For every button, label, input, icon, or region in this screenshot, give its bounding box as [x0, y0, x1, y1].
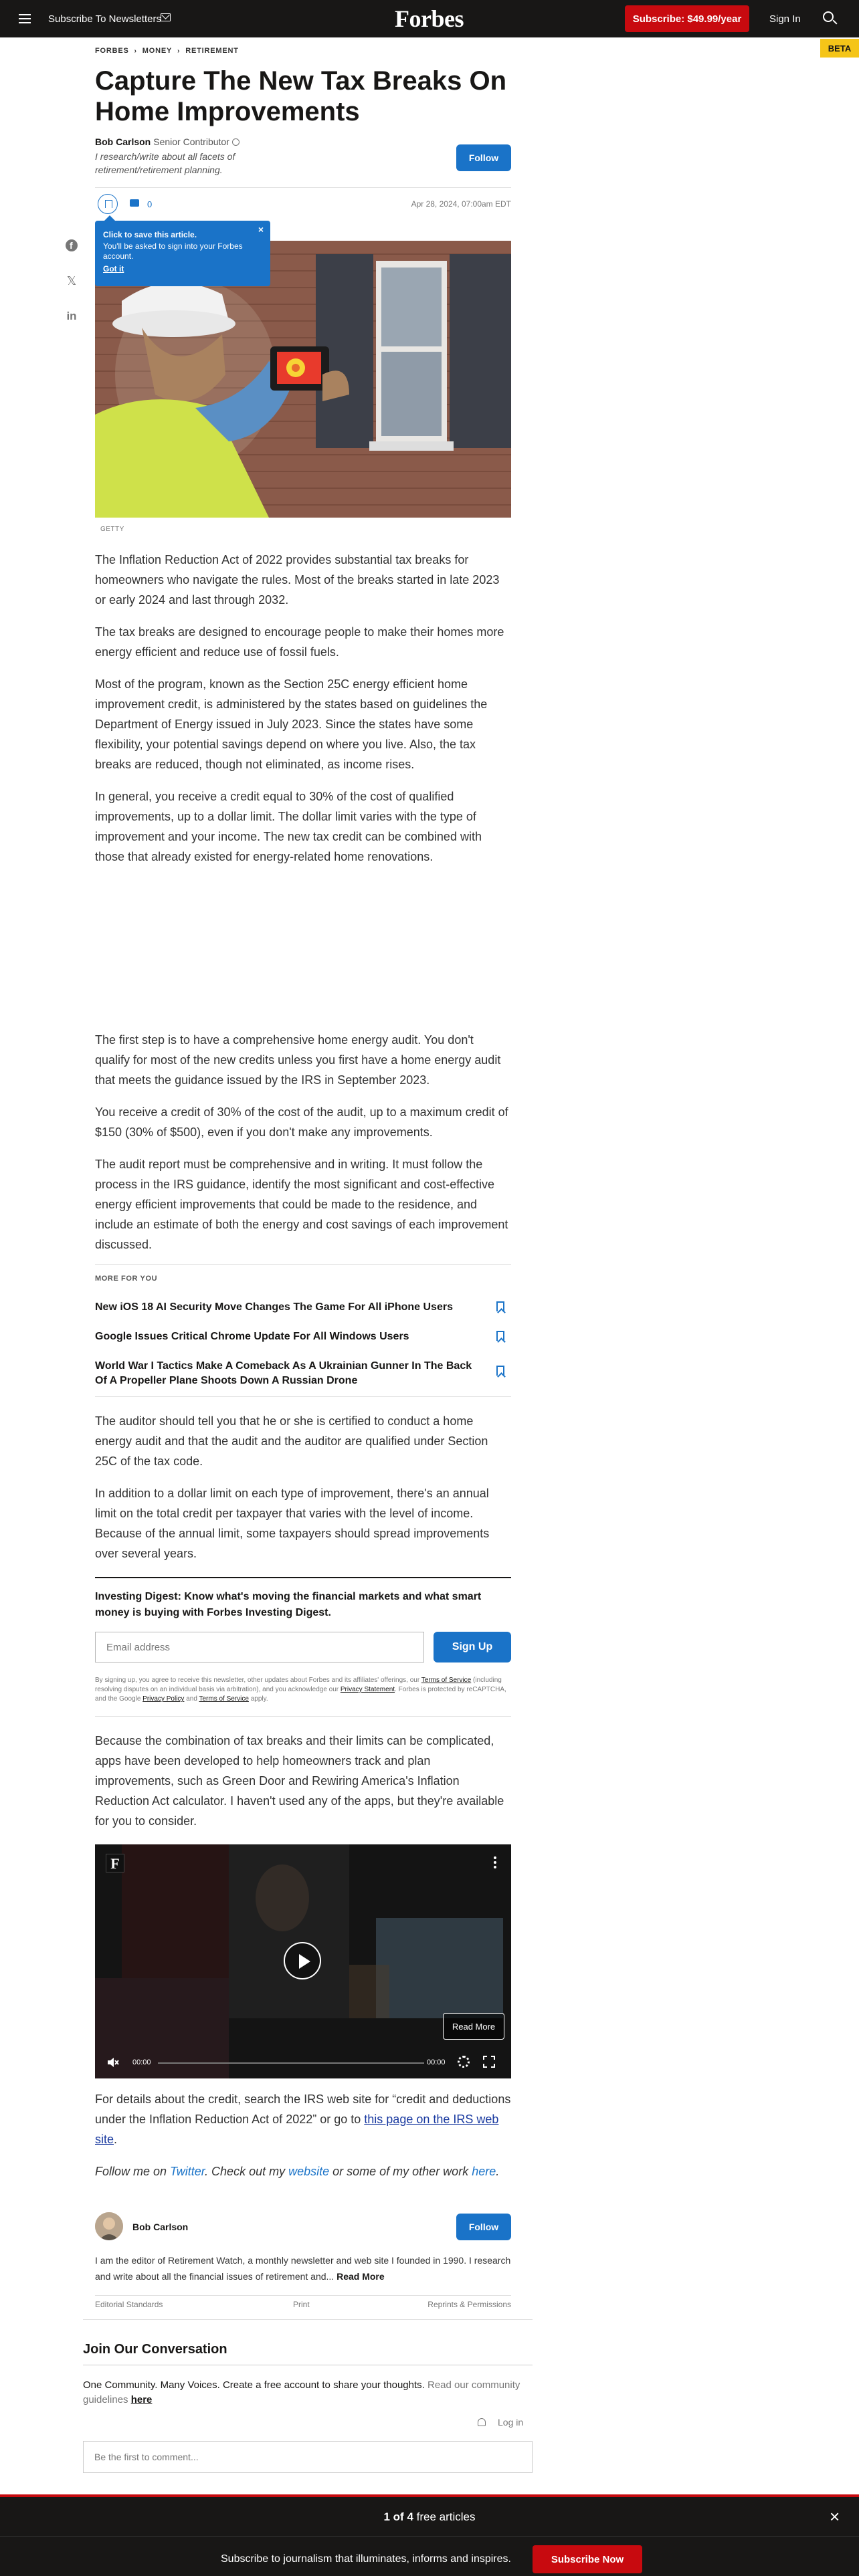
article-paragraph: You receive a credit of 30% of the cost of the audit, up to a maximum credit of $150 (30% of $500), even if you don't make any improvements.: [95, 1105, 508, 1139]
article-paragraph: The Inflation Reduction Act of 2022 provides substantial tax breaks for homeowners who navigate the rules. Most of the breaks started in late 2023 or early 2024 and last through 2032.: [95, 553, 500, 607]
conversation-intro: One Community. Many Voices. Create a free account to share your thoughts. Read our community guidelines here: [83, 2379, 520, 2405]
author-bio-row: [95, 2212, 511, 2242]
publish-timestamp: Apr 28, 2024, 07:00am EDT: [411, 199, 511, 209]
chevron-right-icon: ›: [134, 47, 137, 55]
email-input[interactable]: [95, 1632, 424, 1662]
print-link[interactable]: Print: [293, 2300, 310, 2309]
bookmark-icon[interactable]: [496, 1331, 504, 1341]
chevron-right-icon: ›: [177, 47, 181, 55]
top-navigation-bar: [0, 0, 859, 37]
bell-icon[interactable]: [478, 2418, 486, 2426]
article-paragraph: The tax breaks are designed to encourage people to make their homes more energy efficient and reduce use of fossil fuels.: [95, 625, 504, 659]
play-icon[interactable]: [284, 1942, 321, 1979]
author-bio-text: I am the editor of Retirement Watch, a monthly newsletter and web site I founded in 1990. I research and write about all the financial issues of retirement and... Read More: [95, 2255, 511, 2282]
paywall-banner: [0, 2494, 859, 2576]
website-link[interactable]: website: [288, 2165, 330, 2178]
mute-icon[interactable]: [107, 2057, 119, 2068]
video-controls: [95, 2046, 511, 2078]
paywall-message: Subscribe to journalism that illuminates, informs and inspires.: [221, 2553, 511, 2565]
tooltip-body: You'll be asked to sign into your Forbes account.: [103, 241, 243, 261]
article-action-row: [95, 194, 511, 215]
community-guidelines-link[interactable]: here: [130, 2394, 153, 2405]
hamburger-menu-icon[interactable]: [19, 11, 32, 27]
divider: [95, 187, 511, 188]
subscribe-now-button[interactable]: Subscribe Now: [533, 2545, 642, 2573]
article-paragraph: In addition to a dollar limit on each type of improvement, there's an annual limit on the total credit per taxpayer that varies with the level of income. Because of the annual limit, some taxpayers should spread improvements over several years.: [95, 1487, 490, 1560]
bio-follow-button[interactable]: Follow: [456, 2214, 511, 2240]
more-for-you-link[interactable]: World War I Tactics Make A Comeback As A Ukrainian Gunner In The Back Of A Propeller Plane Shoots Down A Russian Drone: [95, 1360, 472, 1386]
video-player[interactable]: [95, 1844, 511, 2078]
author-name[interactable]: Bob Carlson: [95, 136, 151, 147]
bookmark-icon[interactable]: [496, 1301, 504, 1311]
log-in-link[interactable]: Log in: [498, 2417, 524, 2428]
article-paragraph: For details about the credit, search the IRS web site for “credit and deductions under the Inflation Reduction Act of 2022” or go to this page on the IRS web site.: [95, 2092, 511, 2146]
author-role: Senior Contributor: [153, 136, 229, 147]
fullscreen-icon[interactable]: [483, 2056, 495, 2068]
divider: [95, 1716, 511, 1717]
search-icon[interactable]: [823, 11, 834, 22]
avatar[interactable]: [95, 2212, 123, 2240]
mail-icon[interactable]: [161, 13, 171, 21]
subscribe-button[interactable]: Subscribe: $49.99/year: [625, 5, 749, 32]
divider: [0, 2536, 859, 2537]
editorial-standards-link[interactable]: Editorial Standards: [95, 2300, 163, 2309]
more-for-you-label: MORE FOR YOU: [95, 1275, 158, 1283]
close-icon[interactable]: ×: [258, 224, 264, 235]
video-read-more-button[interactable]: Read More: [443, 2013, 504, 2040]
linkedin-share-icon[interactable]: in: [66, 310, 77, 322]
author-avatar-image: [95, 2212, 123, 2240]
author-block: [95, 136, 511, 177]
newsletter-fine-print: By signing up, you agree to receive this newsletter, other updates about Forbes and its affiliates' offerings, our Terms of Service (including resolving disputes on an individual basis via arbitration), and you acknowledge our Privacy Statement. Forbes is protected by reCAPTCHA, and the Google Privacy Policy and Terms of Service apply.: [95, 1677, 506, 1703]
subscribe-newsletters-link[interactable]: Subscribe To Newsletters: [48, 13, 161, 25]
breadcrumb-money[interactable]: MONEY: [142, 47, 173, 55]
article-paragraph: In general, you receive a credit equal to 30% of the cost of qualified improvements, up to a dollar limit. The dollar limit varies with the type of improvement and your income. The new tax credit can be combined with those that already existed for energy-related home renovations.: [95, 790, 482, 863]
article-footer-links: [95, 2295, 511, 2309]
article-title: Capture The New Tax Breaks On Home Improvements: [95, 66, 506, 126]
comment-icon[interactable]: [130, 199, 139, 207]
google-privacy-policy-link[interactable]: Privacy Policy: [142, 1695, 185, 1703]
follow-me-paragraph: Follow me on Twitter. Check out my website or some of my other work here.: [95, 2165, 500, 2178]
conversation-title: Join Our Conversation: [83, 2342, 227, 2357]
bookmark-icon[interactable]: [496, 1366, 504, 1376]
bookmark-icon[interactable]: [98, 194, 118, 214]
close-icon[interactable]: ×: [830, 2506, 840, 2527]
duration-time: 00:00: [427, 2058, 446, 2066]
got-it-link[interactable]: Got it: [103, 264, 124, 274]
bio-read-more-link[interactable]: Read More: [337, 2271, 385, 2282]
breadcrumb: [95, 47, 511, 55]
video-progress-bar[interactable]: [158, 2062, 424, 2064]
privacy-statement-link[interactable]: Privacy Statement: [340, 1686, 395, 1693]
beta-badge[interactable]: BETA: [820, 39, 859, 58]
current-time: 00:00: [132, 2058, 151, 2066]
bio-author-name[interactable]: Bob Carlson: [132, 2222, 189, 2232]
author-description: I research/write about all facets of retirement/retirement planning.: [95, 151, 235, 175]
divider: [83, 2319, 533, 2320]
info-icon[interactable]: [232, 138, 240, 146]
reprints-permissions-link[interactable]: Reprints & Permissions: [427, 2300, 511, 2309]
forbes-logo[interactable]: Forbes: [395, 5, 464, 32]
gear-icon[interactable]: [458, 2056, 470, 2068]
article-paragraph: The audit report must be comprehensive and in writing. It must follow the process in the IRS guidance, identify the most significant and cost-effective energy efficient improvements that could be made to the residence, and include an estimate of both the energy and cost savings of each improvement discussed.: [95, 1158, 508, 1251]
comment-input[interactable]: Be the first to comment...: [83, 2441, 533, 2473]
image-caption: GETTY: [100, 526, 124, 533]
divider: [95, 1577, 511, 1578]
divider: [95, 1396, 511, 1397]
terms-of-service-link[interactable]: Terms of Service: [421, 1677, 472, 1684]
sign-up-button[interactable]: Sign Up: [434, 1632, 511, 1662]
twitter-link[interactable]: Twitter: [170, 2165, 205, 2178]
breadcrumb-retirement[interactable]: RETIREMENT: [185, 47, 239, 55]
more-for-you-link[interactable]: Google Issues Critical Chrome Update For All Windows Users: [95, 1331, 409, 1342]
follow-author-button[interactable]: Follow: [456, 144, 511, 171]
article-paragraph: The first step is to have a comprehensive home energy audit. You don't qualify for most of the new credits unless you first have a home energy audit that meets the guidance issued by the IRS in September 2023.: [95, 1033, 501, 1087]
paywall-accent-line: [0, 2494, 859, 2497]
facebook-share-icon[interactable]: [66, 239, 78, 251]
more-for-you-link[interactable]: New iOS 18 AI Security Move Changes The Game For All iPhone Users: [95, 1301, 453, 1313]
tooltip-title: Click to save this article.: [103, 230, 197, 239]
more-options-icon[interactable]: [494, 1856, 496, 1868]
google-terms-link[interactable]: Terms of Service: [199, 1695, 249, 1703]
sign-in-link[interactable]: Sign In: [769, 13, 801, 25]
newsletter-promo-title: Investing Digest: Know what's moving the financial markets and what smart money is buying with Forbes Investing Digest.: [95, 1591, 482, 1618]
free-article-count: 1 of 4 free articles: [383, 2510, 476, 2523]
article-paragraph: Most of the program, known as the Section 25C energy efficient home improvement credit, is administered by the states based on guidelines the Department of Energy issued in July 2023. Since the states have some flexibility, your potential savings depend on where you live. Also, the tax breaks are reduced, though not eliminated, as income rises.: [95, 677, 488, 771]
article-paragraph: The auditor should tell you that he or she is certified to conduct a home energy audit and that the audit and the auditor are qualified under Section 25C of the tax code.: [95, 1414, 488, 1468]
other-work-link[interactable]: here: [472, 2165, 496, 2178]
article-paragraph: Because the combination of tax breaks and their limits can be complicated, apps have been developed to help homeowners track and plan improvements, such as Green Door and Rewiring America's Inflation Reduction Act calculator. I haven't used any of the apps, but they're available for you to consider.: [95, 1734, 504, 1828]
comment-count[interactable]: 0: [147, 199, 153, 209]
divider: [95, 1264, 511, 1265]
forbes-video-logo: F: [106, 1854, 124, 1872]
x-share-icon[interactable]: 𝕏: [66, 274, 77, 288]
breadcrumb-forbes[interactable]: FORBES: [95, 47, 129, 55]
save-article-tooltip: [95, 221, 270, 286]
irs-page-link[interactable]: this page on the IRS web site: [95, 2113, 499, 2146]
